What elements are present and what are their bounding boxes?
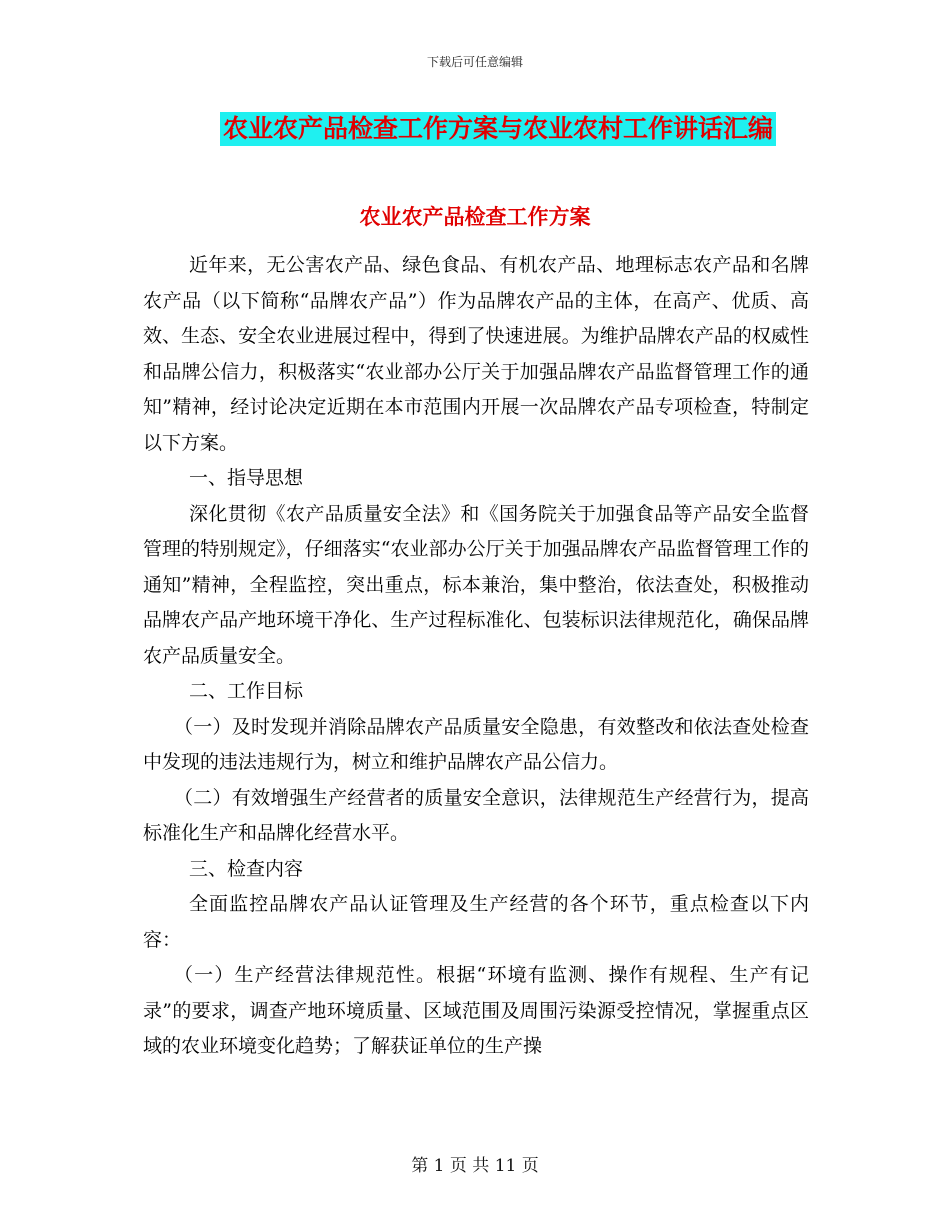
paragraph-goal-1: （一）及时发现并消除品牌农产品质量安全隐患，有效整改和依法查处检查中发现的违法违规行为，树立和维护品牌农产品公信力。	[143, 715, 809, 773]
paragraph-goal-2: （二）有效增强生产经营者的质量安全意识，法律规范生产经营行为，提高标准化生产和品牌化经营水平。	[143, 786, 809, 844]
heading-inspection-content: 三、检查内容	[189, 857, 304, 880]
section-title: 农业农产品检查工作方案	[359, 204, 591, 229]
document-title-container	[0, 112, 950, 146]
heading-guiding-ideology: 一、指导思想	[189, 467, 304, 489]
paragraph-inspection-overview: 全面监控品牌农产品认证管理及生产经营的各个环节，重点检查以下内容：	[143, 893, 809, 951]
paragraph-guiding-ideology: 深化贯彻《农产品质量安全法》和《国务院关于加强食品等产品安全监督管理的特别规定》，仔细落实“农业部办公厅关于加强品牌农产品监督管理工作的通知”精神，全程监控，突出重点，标本兼治，集中整治，依法查处，积极推动品牌农产品产地环境干净化、生产过程标准化、包装标识法律规范化，确保品牌农产品质量安全。	[143, 502, 809, 667]
heading-work-goals: 二、工作目标	[189, 680, 304, 702]
paragraph-intro: 近年来，无公害农产品、绿色食品、有机农产品、地理标志农产品和名牌农产品（以下简称“品牌农产品”）作为品牌农产品的主体，在高产、优质、高效、生态、安全农业进展过程中，得到了快速进展。为维护品牌农产品的权威性和品牌公信力，积极落实“农业部办公厅关于加强品牌农产品监督管理工作的通知”精神，经讨论决定近期在本市范围内开展一次品牌农产品专项检查，特制定以下方案。	[143, 254, 809, 454]
page-number: 第 1 页 共 11 页	[411, 1156, 539, 1176]
paragraph-inspection-item-1: （一）生产经营法律规范性。根据“环境有监测、操作有规程、生产有记录”的要求，调查产地环境质量、区域范围及周围污染源受控情况，掌握重点区域的农业环境变化趋势；了解获证单位的生产操	[143, 964, 809, 1057]
page-header-note: 下载后可任意编辑	[426, 55, 523, 69]
document-title: 农业农产品检查工作方案与农业农村工作讲话汇编	[220, 112, 776, 146]
document-body	[143, 248, 809, 1065]
